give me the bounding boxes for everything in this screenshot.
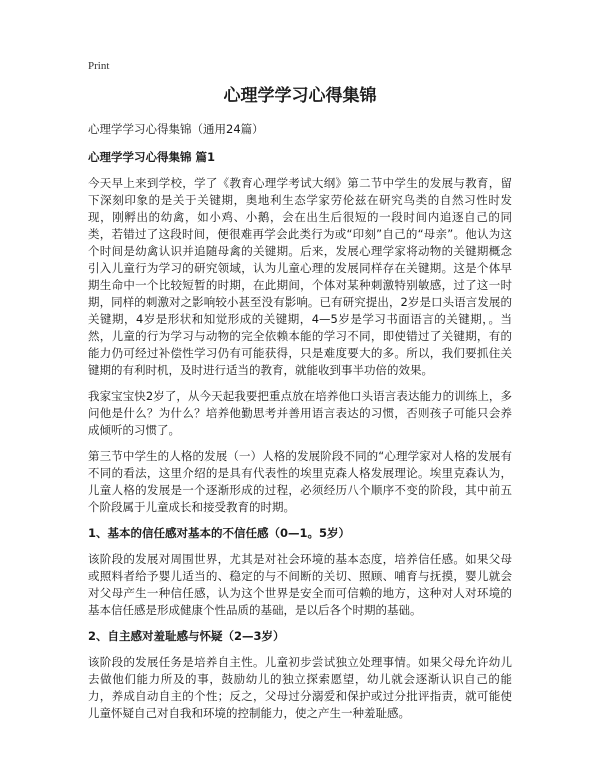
- stage1-text: 该阶段的发展对周围世界，尤其是对社会环境的基本态度，培养信任感。如果父母或照料者给予婴儿适当的、稳定的与不间断的关切、照顾、哺育与抚摸，婴儿就会对父母产生一种信任感，认为这个世界是安全而可信赖的地方，这种对人对环境的基本信任感是形成健康个性品质的基础，是以后各个时期的基础。: [88, 552, 512, 617]
- paragraph-personality-development: 第三节中学生的人格的发展（一）人格的发展阶段不同的“心理学家对人格的发展有不同的看法，这里介绍的是具有代表性的埃里克森人格发展理论。埃里克森认为，儿童人格的发展是一个逐渐形成的过程，必须经历八个顺序不变的阶段，其中前五个阶段属于儿童成长和接受教育的时期。: [88, 449, 512, 514]
- stage2-heading: 2、自主感对羞耻感与怀疑（2—3岁）: [88, 629, 285, 643]
- stage2-text: 该阶段的发展任务是培养自主性。儿童初步尝试独立处理事情。如果父母允许幼儿去做他们能力所及的事，鼓励幼儿的独立探索愿望，幼儿就会逐渐认识自己的能力，养成自动自主的个性；反之，父母过分溺爱和保护或过分批评指责，就可能使儿童怀疑自己对自我和环境的控制能力，使之产生一种羞耻感。: [88, 655, 512, 720]
- paragraph-baby-language: 我家宝宝快2岁了，从今天起我要把重点放在培养他口头语言表达能力的训练上，多问他是什么？为什么？培养他勤思考并善用语言表达的习惯，否则孩子可能只会养成倾听的习惯了。: [88, 389, 512, 437]
- stage1-heading: 1、基本的信任感对基本的不信任感（0—1。5岁）: [88, 526, 351, 540]
- section-heading: 心理学学习心得集锦 篇1: [88, 150, 216, 164]
- paragraph-critical-period: 今天早上来到学校，学了《教育心理学考试大纲》第二节中学生的发展与教育，留下深刻印象的是关于关键期，奥地利生态学家劳伦兹在研究鸟类的自然习性时发现，刚孵出的幼禽，如小鸡、小鹅，会在出生后很短的一段时间内追逐自己的同类，若错过了这段时间，便很难再学会此类行为或“印刻”自己的“母亲”。他认为这个时间是幼禽认识并追随母禽的关键期。后来，发展心理学家将动物的关键期概念引入儿童行为学习的研究领域，认为儿童心理的发展同样存在关键期。这是个体早期生命中一个比较短暂的时期，在此期间，个体对某种刺激特别敏感，过了这一时期，同样的刺激对之影响较小甚至没有影响。已有研究提出，2岁是口头语言发展的关键期，4岁是形状和知觉形成的关键期，4—5岁是学习书面语言的关键期，。当然，儿童的行为学习与动物的完全依赖本能的学习不同，即使错过了关键期，有的能力仍可经过补偿性学习仍有可能获得，只是难度要大的多。所以，我们要抓住关键期的有利时机，及时进行适当的教育，就能收到事半功倍的效果。: [88, 176, 512, 377]
- document-page: [88, 60, 512, 731]
- print-label: Print: [88, 60, 110, 72]
- document-title: 心理学学习心得集锦: [223, 86, 377, 106]
- document-subtitle: 心理学学习心得集锦（通用24篇）: [88, 122, 264, 136]
